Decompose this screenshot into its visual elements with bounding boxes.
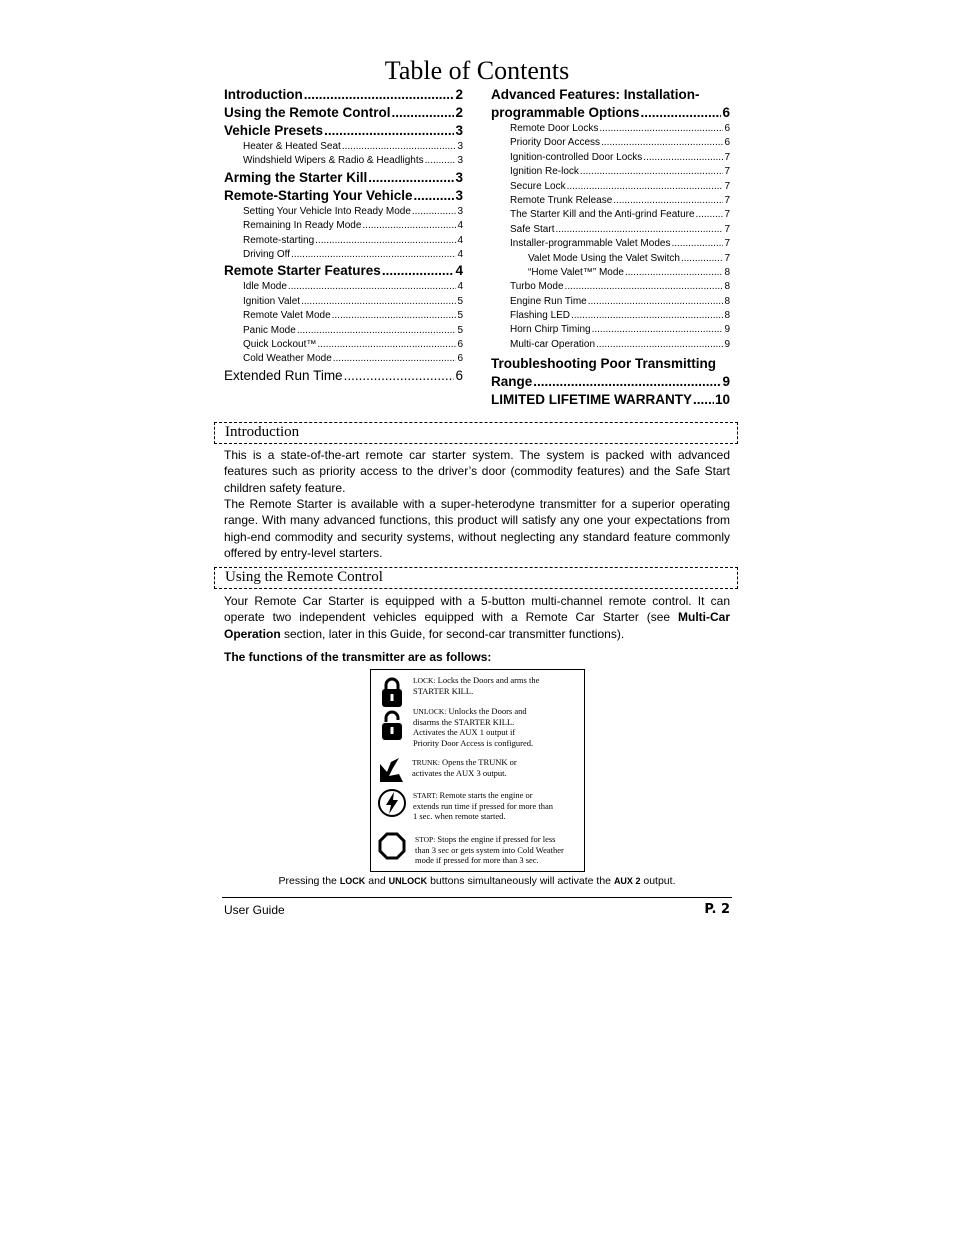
toc-entry-title: Cold Weather Mode (243, 353, 332, 365)
toc-entry-title: Turbo Mode (510, 281, 564, 293)
toc-leader-dots (533, 373, 721, 391)
toc-entry-title: Ignition Valet (243, 295, 301, 307)
button-description-text: STARTER KILL. (413, 686, 474, 697)
toc-entry-title: The Starter Kill and the Anti-grind Feature (510, 209, 695, 221)
toc-entry-vehicle-presets[interactable] (224, 122, 463, 140)
toc-leader-dots (599, 122, 723, 136)
toc-leader-dots (613, 194, 723, 208)
toc-leader-dots (392, 104, 455, 122)
button-description-line (415, 845, 564, 855)
button-description-text: Remote starts the engine or (439, 790, 533, 800)
remote-text-before: Your Remote Car Starter is equipped with a 5-button multi-channel remote control. It can operate two independent vehicles equipped with a Remote Car Starter (see (224, 594, 730, 625)
toc-page-number: 3 (455, 169, 463, 185)
toc-entry-title: Setting Your Vehicle Into Ready Mode (243, 205, 411, 217)
toc-page-number: 4 (455, 263, 463, 279)
octagon-stop-icon (377, 830, 407, 862)
toc-page-number: 9 (724, 338, 730, 350)
toc-entry-title: Secure Lock (510, 180, 566, 192)
toc-leader-dots (555, 223, 723, 237)
toc-page-number: 8 (724, 281, 730, 293)
button-description-line (413, 675, 539, 686)
footer-divider (222, 897, 732, 898)
button-description-text: than 3 sec or gets system into Cold Weather (415, 845, 564, 856)
toc-entry-engine-run-time[interactable] (491, 295, 730, 309)
toc-page-number: 6 (457, 353, 463, 365)
caption-text-3: buttons simultaneously will activate the (427, 875, 614, 887)
toc-page-number: 6 (455, 367, 463, 383)
toc-left-column (224, 86, 463, 385)
toc-page-number: 6 (724, 123, 730, 134)
unlock-description (413, 706, 533, 748)
caption-unlock: UNLOCK (388, 876, 428, 886)
toc-entry-title: Flashing LED (510, 310, 571, 322)
toc-entry-arming-the-starter-kill[interactable] (224, 169, 463, 187)
toc-leader-dots (332, 309, 457, 323)
toc-entry-quick-lockout[interactable] (224, 338, 463, 352)
caption-lock: LOCK (339, 876, 366, 886)
toc-entry-remote-starting-your-vehicle[interactable] (224, 187, 463, 205)
toc-entry-title: Priority Door Access (510, 137, 601, 149)
button-description-text: Stops the engine if pressed for less (437, 834, 556, 844)
toc-entry-secure-lock[interactable] (491, 180, 730, 194)
toc-page-number: 7 (724, 209, 730, 221)
toc-leader-dots (580, 165, 724, 179)
toc-entry-title: LIMITED LIFETIME WARRANTY (491, 392, 692, 408)
toc-entry-introduction[interactable] (224, 86, 463, 104)
button-description-line (413, 738, 533, 748)
toc-leader-dots (304, 86, 455, 104)
toc-entry-title: Safe Start (510, 223, 555, 235)
button-description-text: Locks the Doors and arms the (437, 675, 540, 685)
toc-entry-using-the-remote-control[interactable] (224, 104, 463, 122)
toc-leader-dots (571, 309, 723, 323)
toc-page-number: 4 (457, 248, 463, 260)
button-label: UNLOCK: (413, 707, 447, 716)
toc-entry-driving-off[interactable] (224, 248, 463, 262)
button-description-line (412, 768, 517, 778)
toc-leader-dots (671, 237, 723, 251)
button-description-line (413, 801, 553, 811)
caption-aux2: AUX 2 (613, 876, 641, 886)
toc-page-number: 7 (724, 238, 730, 250)
toc-entry-heater-heated-seat[interactable] (224, 140, 463, 154)
button-description-text: mode if pressed for more than 3 sec. (415, 855, 539, 866)
toc-entry-title: Remaining In Ready Mode (243, 220, 362, 232)
toc-entry-ignition-valet[interactable] (224, 295, 463, 309)
toc-leader-dots (414, 187, 455, 205)
toc-entry-title: Heater & Heated Seat (243, 141, 341, 152)
toc-leader-dots (288, 280, 457, 294)
toc-entry-title: Installer-programmable Valet Modes (510, 238, 671, 250)
lock-description (413, 675, 539, 696)
toc-entry-title: Ignition-controlled Door Locks (510, 151, 643, 163)
toc-entry-flashing-led[interactable] (491, 309, 730, 323)
toc-leader-dots (596, 338, 723, 352)
toc-leader-dots (567, 180, 724, 194)
toc-entry-idle-mode[interactable] (224, 280, 463, 294)
toc-leader-dots (588, 295, 724, 309)
toc-page-number: 6 (724, 137, 730, 149)
toc-leader-dots (412, 205, 457, 219)
toc-entry-remote-valet-mode[interactable] (224, 309, 463, 323)
toc-leader-dots (592, 323, 724, 337)
toc-entry-remote-starting[interactable] (224, 234, 463, 248)
toc-entry-ignition-re-lock[interactable] (491, 165, 730, 179)
toc-page-number: 4 (457, 220, 463, 232)
unlock-icon (377, 709, 407, 741)
toc-leader-dots (362, 219, 456, 233)
toc-page-number: 7 (724, 194, 730, 206)
toc-entry-safe-start[interactable] (491, 223, 730, 237)
button-description-line (413, 727, 533, 737)
page-title: Table of Contents (384, 56, 570, 85)
toc-entry-title: Remote Door Locks (510, 123, 599, 134)
toc-entry-title: Panic Mode (243, 324, 296, 336)
toc-page-number: 6 (457, 338, 463, 350)
toc-entry-title: Driving Off (243, 248, 291, 260)
toc-entry-priority-door-access[interactable] (491, 136, 730, 150)
toc-leader-dots (565, 280, 724, 294)
toc-entry-windshield-wipers-radio-headlights[interactable] (224, 154, 463, 168)
lock-icon (377, 676, 407, 708)
toc-leader-dots (425, 154, 457, 168)
toc-page-number: 7 (724, 223, 730, 235)
toc-entry-cold-weather-mode[interactable] (224, 352, 463, 366)
toc-page-number: 8 (724, 295, 730, 307)
toc-page-number: 3 (455, 187, 463, 203)
toc-leader-dots (681, 252, 724, 266)
toc-page-number: 3 (457, 141, 463, 152)
introduction-section-header (214, 422, 738, 444)
toc-leader-dots (291, 248, 456, 262)
toc-page-number: 9 (724, 324, 730, 336)
toc-leader-dots (625, 266, 723, 280)
button-label: STOP: (415, 835, 436, 844)
toc-entry-title: “Home Valet™” Mode (528, 266, 624, 278)
toc-page-number: 5 (457, 324, 463, 336)
toc-page-number: 7 (724, 180, 730, 192)
toc-entry-title: Vehicle Presets (224, 123, 324, 138)
toc-leader-dots (315, 234, 456, 248)
toc-entry-range[interactable] (491, 373, 730, 391)
button-label: START: (413, 791, 438, 800)
lightning-icon (377, 787, 407, 819)
button-description-line (413, 706, 533, 717)
toc-leader-dots (297, 324, 457, 338)
toc-entry-title: programmable Options (491, 105, 640, 120)
toc-page-number: 4 (457, 234, 463, 246)
toc-entry-ignition-controlled-door-locks[interactable] (491, 151, 730, 165)
start-description (413, 790, 553, 822)
caption-text-4: output. (640, 875, 676, 887)
toc-page-number: 3 (455, 123, 463, 138)
button-description-line (415, 855, 564, 865)
toc-leader-dots (301, 295, 456, 309)
remote-text-after: section, later in this Guide, for second-car transmitter functions). (280, 626, 625, 641)
toc-entry-horn-chirp-timing[interactable] (491, 323, 730, 337)
toc-page-number: 3 (457, 205, 463, 217)
toc-entry-title: Remote Starter Features (224, 263, 381, 279)
toc-entry-title: Introduction (224, 87, 303, 102)
transmitter-functions-heading: The functions of the transmitter are as follows: (224, 650, 492, 664)
toc-leader-dots (601, 136, 723, 150)
stop-description (415, 834, 564, 866)
toc-page-number: 7 (724, 252, 730, 264)
toc-page-number: 5 (457, 310, 463, 322)
toc-leader-dots (344, 367, 455, 385)
toc-entry-title: Engine Run Time (510, 295, 587, 307)
toc-leader-dots (641, 104, 722, 122)
button-description-line (413, 686, 539, 696)
button-label: LOCK: (413, 676, 436, 685)
toc-leader-dots (368, 169, 454, 187)
trunk-description (412, 757, 517, 778)
toc-entry-valet-mode-using-the-valet-switch[interactable] (491, 252, 730, 266)
toc-entry-turbo-mode[interactable] (491, 280, 730, 294)
button-description-text: extends run time if pressed for more than (413, 801, 553, 812)
toc-entry-remote-door-locks[interactable] (491, 122, 730, 136)
button-description-text: activates the AUX 3 output. (412, 768, 507, 779)
toc-entry-title: Multi-car Operation (510, 338, 596, 350)
toc-entry-title: Remote Trunk Release (510, 194, 613, 206)
transmitter-buttons-figure (370, 669, 585, 872)
toc-entry-title: Quick Lockout™ (243, 338, 317, 350)
toc-entry-the-starter-kill-and-the-anti-grind-feature[interactable] (491, 208, 730, 222)
toc-entry-installer-programmable-valet-modes[interactable] (491, 237, 730, 251)
toc-entry-advanced-features-line1[interactable]: Advanced Features: Installation- (491, 87, 700, 102)
button-description-line (415, 834, 564, 845)
toc-entry-title: Remote-starting (243, 234, 315, 246)
toc-entry-remote-starter-features[interactable] (224, 262, 463, 280)
toc-entry-title: Windshield Wipers & Radio & Headlights (243, 155, 424, 167)
toc-page-number: 2 (455, 105, 463, 120)
toc-page-number: 8 (724, 310, 730, 322)
toc-leader-dots (643, 151, 723, 165)
toc-entry-troubleshooting-line1[interactable]: Troubleshooting Poor Transmitting (491, 356, 716, 372)
toc-page-number: 3 (457, 155, 463, 167)
toc-leader-dots (317, 338, 456, 352)
button-description-text: disarms the STARTER KILL. (413, 717, 515, 728)
remote-control-section-header (214, 567, 738, 589)
toc-entry-title: Extended Run Time (224, 367, 343, 383)
toc-entry-setting-your-vehicle-into-ready-mode[interactable] (224, 205, 463, 219)
remote-control-paragraph (224, 593, 730, 642)
footer-guide-label: User Guide (224, 903, 285, 917)
toc-leader-dots (333, 352, 457, 366)
button-description-line (413, 811, 553, 821)
button-description-line (413, 717, 533, 727)
toc-entry-programmable-options[interactable] (491, 104, 730, 122)
button-description-line (413, 790, 553, 801)
caption-text-2: and (365, 875, 389, 887)
toc-right-column (491, 86, 730, 409)
toc-entry-title: Remote Valet Mode (243, 310, 331, 322)
remote-control-heading: Using the Remote Control (225, 569, 383, 585)
button-description-text: Unlocks the Doors and (448, 706, 527, 716)
toc-leader-dots (324, 122, 454, 140)
button-description-line (412, 757, 517, 768)
toc-entry-extended-run-time[interactable] (224, 367, 463, 385)
toc-page-number: 8 (724, 266, 730, 278)
trunk-icon (377, 754, 407, 786)
toc-entry-title: Remote-Starting Your Vehicle (224, 187, 413, 203)
introduction-paragraph-1: This is a state-of-the-art remote car starter system. The system is packed with advanced features such as priority access to the driver’s door (commodity features) and the Safe Start children safety feature. (224, 448, 730, 495)
toc-entry-multi-car-operation[interactable] (491, 338, 730, 352)
toc-page-number: 9 (722, 374, 730, 390)
toc-leader-dots (382, 262, 455, 280)
toc-page-number: 7 (724, 151, 730, 163)
introduction-heading: Introduction (225, 424, 300, 440)
toc-entry-remote-trunk-release[interactable] (491, 194, 730, 208)
toc-leader-dots (696, 208, 724, 222)
toc-leader-dots (693, 391, 714, 409)
toc-entry-title: Range (491, 374, 533, 390)
toc-page-number: 2 (455, 87, 463, 102)
toc-entry-home-valet-mode[interactable] (491, 266, 730, 280)
toc-page-number: 10 (714, 392, 730, 408)
toc-entry-title: Horn Chirp Timing (510, 324, 591, 336)
toc-page-number: 7 (724, 166, 730, 178)
button-description-text: Activates the AUX 1 output if (413, 727, 516, 738)
button-description-text: Opens the TRUNK or (442, 757, 517, 767)
toc-entry-title: Using the Remote Control (224, 105, 391, 120)
button-description-text: Priority Door Access is configured. (413, 737, 534, 748)
toc-entry-panic-mode[interactable] (224, 324, 463, 338)
figure-caption (0, 875, 954, 887)
page-number: P. 2 (704, 902, 730, 917)
toc-entry-title: Ignition Re-lock (510, 166, 579, 178)
toc-entry-title: Valet Mode Using the Valet Switch (528, 252, 680, 264)
button-label: TRUNK: (412, 758, 440, 767)
toc-entry-title: Idle Mode (243, 281, 287, 293)
caption-text-1: Pressing the (278, 875, 340, 887)
toc-entry-title: Arming the Starter Kill (224, 169, 368, 185)
toc-page-number: 6 (722, 105, 730, 120)
toc-entry-limited-lifetime-warranty[interactable] (491, 391, 730, 409)
button-description-text: 1 sec. when remote started. (413, 811, 506, 822)
toc-page-number: 4 (457, 281, 463, 293)
multi-car-operation-link: Multi-Car Operation (224, 610, 730, 641)
toc-entry-remaining-in-ready-mode[interactable] (224, 219, 463, 233)
introduction-paragraph-2: The Remote Starter is available with a super-heterodyne transmitter for a superior operating range. With many advanced functions, this product will satisfy any one your expectations from high-end commodity and security systems, without neglecting any standard feature commonly offered by entry-level starters. (224, 497, 730, 561)
toc-page-number: 5 (457, 295, 463, 307)
toc-leader-dots (342, 140, 457, 154)
